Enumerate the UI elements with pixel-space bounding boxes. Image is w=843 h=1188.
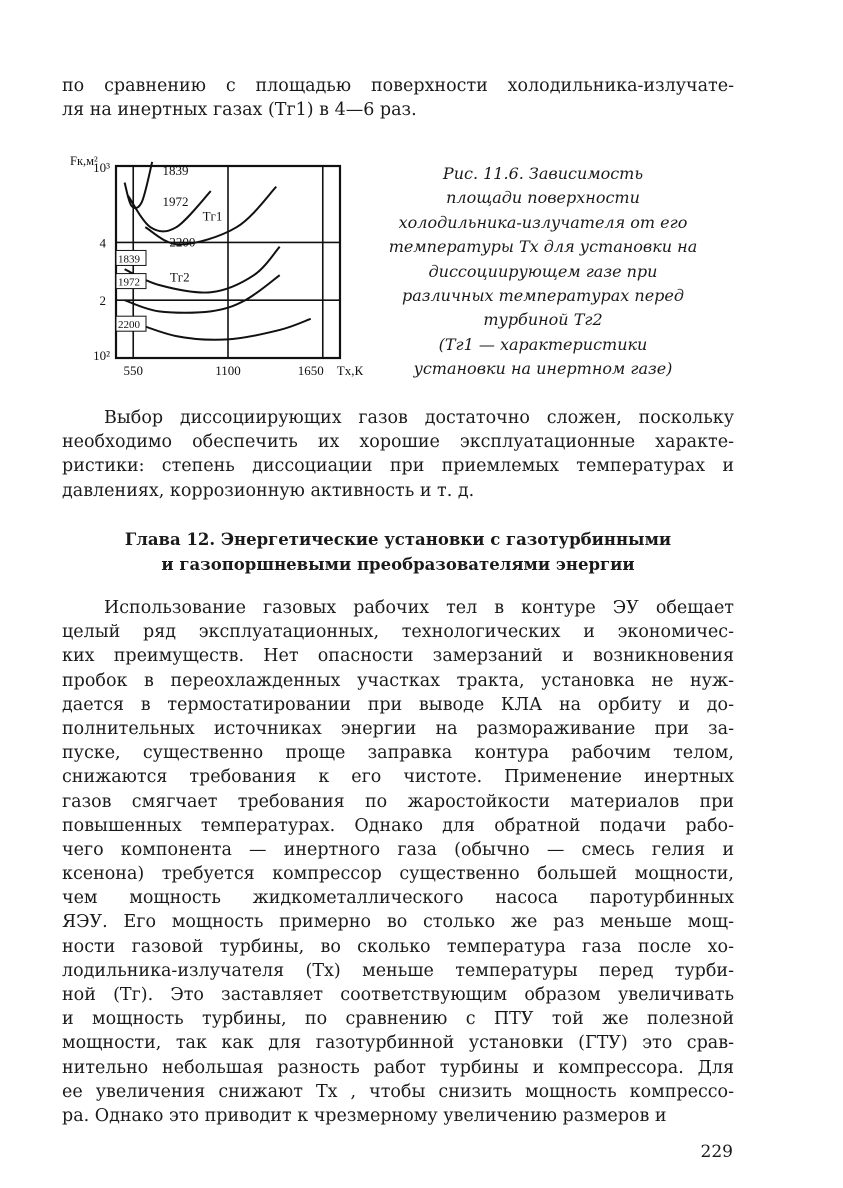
- y-tick-label: 4: [99, 235, 106, 251]
- text-line: ЯЭУ. Его мощность примерно во столько же раз меньше мощ-: [62, 912, 734, 933]
- text-line: дается в термостатировании при выводе КЛА на орбиту и до-: [62, 694, 734, 715]
- series-label: 1839: [162, 162, 189, 178]
- caption-line: температуры Tх для установки на: [388, 237, 698, 257]
- text-line: ксенона) требуется компрессор существенно большей мощности,: [62, 864, 734, 885]
- intro-paragraph: [62, 74, 734, 122]
- text-line: ких преимуществ. Нет опасности замерзаний и возникновения: [62, 646, 734, 667]
- text-line: чем мощность жидкометаллического насоса паротурбинных: [62, 888, 734, 909]
- series-label: 1839: [118, 253, 140, 266]
- curve-tg2-1839: [125, 247, 280, 293]
- caption-line: различных температурах перед: [401, 286, 685, 306]
- plot-curves: [125, 162, 311, 340]
- caption-line: диссоциирующем газе при: [428, 261, 658, 281]
- text-line: снижаются требования к его чистоте. Применение инертных: [62, 767, 734, 788]
- caption-line: турбиной Tг2: [483, 310, 603, 330]
- paragraph-main: [62, 596, 734, 1128]
- text-line: ля на инертных газах (Tг1) в 4—6 раз.: [62, 100, 417, 121]
- caption-line: Рис. 11.6. Зависимость: [442, 164, 644, 183]
- page-number: 229: [700, 1142, 733, 1162]
- chapter-title-line: и газопоршневыми преобразователями энергии: [161, 554, 635, 574]
- text-line: давлениях, коррозионную активность и т. д.: [62, 480, 475, 501]
- paragraph-gas-choice: [62, 406, 734, 503]
- x-tick-label: 1100: [215, 363, 241, 378]
- text-line: ристики: степень диссоциации при приемлемых температурах и: [62, 456, 734, 477]
- series-label: 2200: [118, 319, 140, 332]
- text-line: Использование газовых рабочих тел в контуре ЭУ обещает: [104, 598, 734, 618]
- y-tick-label: 10²: [93, 348, 110, 363]
- text-line: пуске, существенно проще заправка контура рабочим телом,: [62, 743, 734, 764]
- text-line: нительно небольшая разность работ турбины и компрессора. Для: [62, 1057, 734, 1078]
- text-line: ности газовой турбины, во сколько температура газа после хо-: [62, 936, 734, 957]
- text-line: ра. Однако это приводит к чрезмерному увеличению размеров и: [62, 1105, 667, 1126]
- y-tick-label: 2: [99, 293, 106, 309]
- group-label-tg1: Tг1: [202, 208, 223, 224]
- curve-tg2-2200: [125, 319, 311, 340]
- group-label-tg2: Tг2: [169, 269, 190, 285]
- text-line: повышенных температурах. Однако для обратной подачи рабо-: [62, 815, 734, 836]
- text-line: ной (Tг). Это заставляет соответствующим образом увеличивать: [62, 985, 734, 1005]
- text-line: мощности, так как для газотурбинной установки (ГТУ) это срав-: [62, 1033, 734, 1054]
- caption-line: холодильника-излучателя от его: [398, 212, 688, 232]
- text-line: Выбор диссоциирующих газов достаточно сложен, поскольку: [104, 408, 734, 428]
- plot-labels: [70, 154, 363, 378]
- figure-caption: [366, 162, 720, 382]
- text-line: ее увеличения снижают Tх , чтобы снизить мощность компрессо-: [62, 1081, 734, 1102]
- text-line: и мощность турбины, по сравнению с ПТУ той же полезной: [62, 1009, 734, 1030]
- text-line: лодильника-излучателя (Tх) меньше температуры перед турби-: [62, 960, 734, 981]
- x-axis-label: Tх,К: [336, 363, 364, 378]
- series-label: 1972: [118, 276, 140, 289]
- text-line: газов смягчает требования по жаростойкости материалов при: [62, 791, 734, 812]
- x-tick-label: 550: [123, 363, 143, 378]
- text-line: чего компонента — инертного газа (обычно — смесь гелия и: [62, 839, 734, 860]
- text-line: пробок в переохлажденных участках тракта, установка не нуж-: [62, 670, 734, 691]
- text-line: целый ряд эксплуатационных, технологических и экономичес-: [62, 622, 734, 643]
- plot-grid: [116, 166, 340, 358]
- series-label: 2200: [169, 234, 196, 250]
- text-line: по сравнению с площадью поверхности холодильника-излучате-: [62, 76, 734, 96]
- chapter-title-line: Глава 12. Энергетические установки с газотурбинными: [124, 530, 672, 549]
- chapter-heading: [62, 528, 734, 577]
- caption-line: установки на инертном газе): [413, 359, 673, 379]
- series-label: 1972: [162, 193, 189, 209]
- caption-line: (Tг1 — характеристики: [438, 334, 648, 354]
- text-line: полнительных источниках энергии на размораживание при за-: [62, 718, 734, 739]
- y-tick-label: 10³: [93, 160, 110, 175]
- y-axis-label: Fк,м²: [70, 154, 98, 168]
- figure-11-6-chart: [70, 150, 366, 382]
- x-tick-label: 1650: [297, 363, 324, 378]
- caption-line: площади поверхности: [446, 188, 640, 208]
- curve-tg1-1839: [125, 162, 153, 208]
- text-line: необходимо обеспечить их хорошие эксплуатационные характе-: [62, 432, 734, 453]
